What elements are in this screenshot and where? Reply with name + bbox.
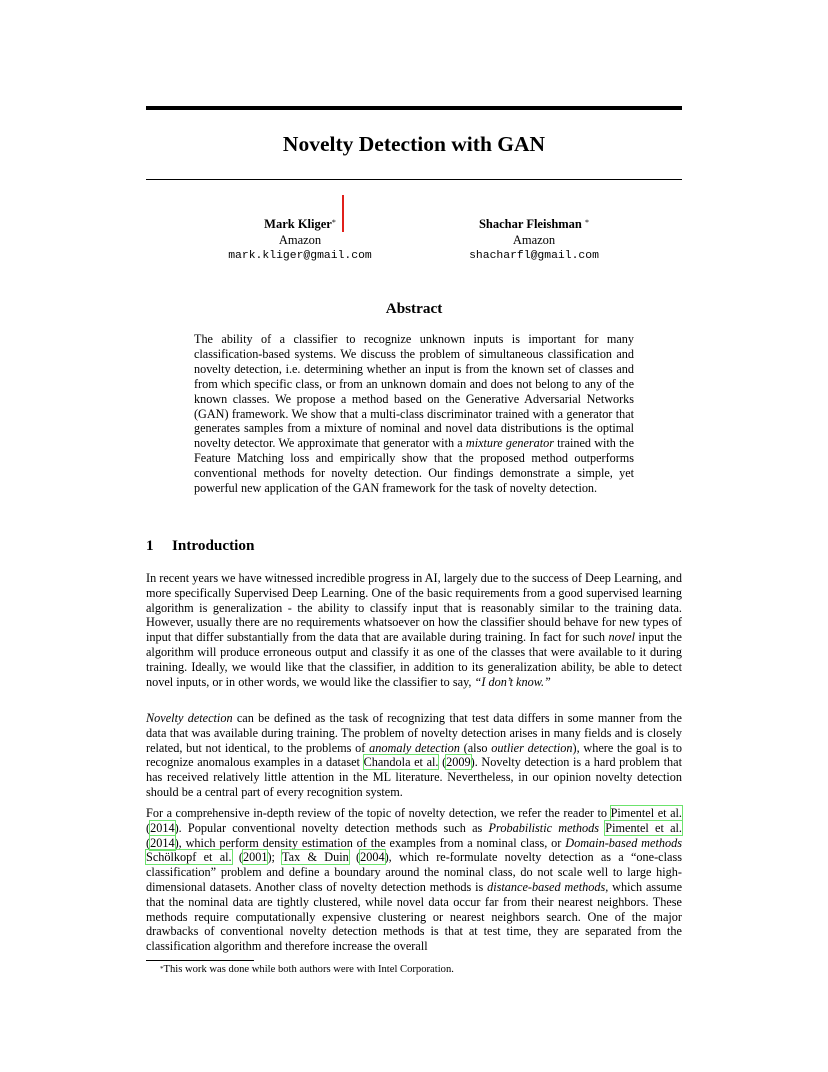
footnote-text: This work was done while both authors were with Intel Corporation.	[163, 964, 454, 975]
citation-link[interactable]: Pimentel et al.	[610, 806, 682, 820]
footnote-rule	[146, 960, 254, 961]
citation-link[interactable]: Pimentel et al.	[605, 820, 682, 835]
citation-link[interactable]: 2004	[360, 850, 385, 865]
section-heading	[146, 537, 254, 555]
paper-title: Novelty Detection with GAN	[282, 132, 546, 156]
citation-link[interactable]: 2014	[150, 820, 175, 835]
abstract-heading: Abstract	[385, 300, 443, 317]
author-email[interactable]: mark.kliger@gmail.com	[228, 250, 372, 262]
paragraph-1: In recent years we have witnessed incredible progress in AI, largely due to the success of Deep Learning, and more specifically Supervised Deep Learning. One of the basic requirements from a good supervised learning algorithm is generalization - the ability to classify input that is reasonably similar to the training data. However, usually there are no requirements whatsoever on how the classifier should behave for new types of input that differ substantially from the data that are available during training. In fact for such novel input the algorithm will produce erroneous output and classify it as one of the classes that were available to it during training. Ideally, we would like that the classifier, in addition to its generalization ability, be able to detect novel inputs, or in other words, we would like the classifier to say, “I don’t know.”	[146, 571, 682, 689]
citation-link[interactable]: Schölkopf et al.	[146, 850, 232, 865]
title-bottom-rule	[146, 179, 682, 180]
author-footnote-mark: *	[331, 218, 336, 227]
citation-link[interactable]: 2001	[242, 850, 268, 865]
section-number: 1	[146, 537, 154, 554]
author-affiliation: Amazon	[278, 233, 322, 247]
author-block	[434, 216, 634, 264]
section-title: Introduction	[172, 537, 255, 554]
author-block	[200, 216, 400, 264]
author-affiliation: Amazon	[512, 233, 556, 247]
citation-link[interactable]: Tax & Duin	[282, 850, 349, 865]
abstract-text: The ability of a classifier to recognize unknown inputs is important for many classification-based systems. We discuss the problem of simultaneous classification and novelty detection, i.e. determining whether an input is from the known set of classes and from which specific class, or from an unknown domain and does not belong to any of the known classes. We propose a method based on the Generative Adversarial Networks (GAN) framework. We show that a multi-class discriminator trained with a generator that generates samples from a mixture of nominal and novel data distributions is the optimal novelty detector. We approximate that generator with a mixture generator trained with the Feature Matching loss and empirically show that the proposed method outperforms conventional methods for novelty detection. Our findings demonstrate a simple, yet powerful new application of the GAN framework for the task of novelty detection.	[194, 332, 634, 496]
paragraph-2: Novelty detection can be defined as the task of recognizing that test data differs in some manner from the data that was available during training. The problem of novelty detection arises in many fields and is closely related, but not identical, to the problems of anomaly detection (also outlier detection), where the goal is to recognize anomalous examples in a dataset Chandola et al. (2009). Novelty detection is a hard problem that has received relatively little attention in the ML literature. Nevertheless, in our opinion novelty detection should be a central part of every recognition system.	[146, 711, 682, 799]
author-name: Mark Kliger	[264, 217, 332, 231]
title-top-rule	[146, 106, 682, 110]
author-footnote-mark: *	[585, 218, 590, 227]
citation-link[interactable]: 2009	[446, 755, 471, 770]
author-email[interactable]: shacharfl@gmail.com	[469, 250, 599, 262]
footnote-mark: *	[160, 965, 164, 973]
paragraph-3: For a comprehensive in-depth review of the topic of novelty detection, we refer the reader to Pimentel et al. (2014). Popular conventional novelty detection methods such as Probabilistic methods Pimentel et al. (2014), which perform density estimation of the examples from a nominal class, or Domain-based methods Schölkopf et al. (2001); Tax & Duin (2004), which re-formulate novelty detection as a “one-class classification” problem and define a boundary around the nominal class, do not scale well to large high-dimensional datasets. Another class of novelty detection methods is distance-based methods, which assume that the nominal data are tightly clustered, while novel data occur far from their nearest neighbors. These methods require computationally expensive clustering or nearest neighbors search. One of the major drawbacks of conventional novelty detection methods is that at test time, they are separated from the classification algorithm and therefore increase the overall	[146, 806, 683, 954]
author-name: Shachar Fleishman	[478, 217, 582, 231]
footnote	[160, 963, 454, 976]
arxiv-stamp	[18, 292, 48, 762]
citation-link[interactable]: 2014	[150, 835, 175, 850]
citation-link[interactable]: Chandola et al.	[363, 755, 439, 770]
